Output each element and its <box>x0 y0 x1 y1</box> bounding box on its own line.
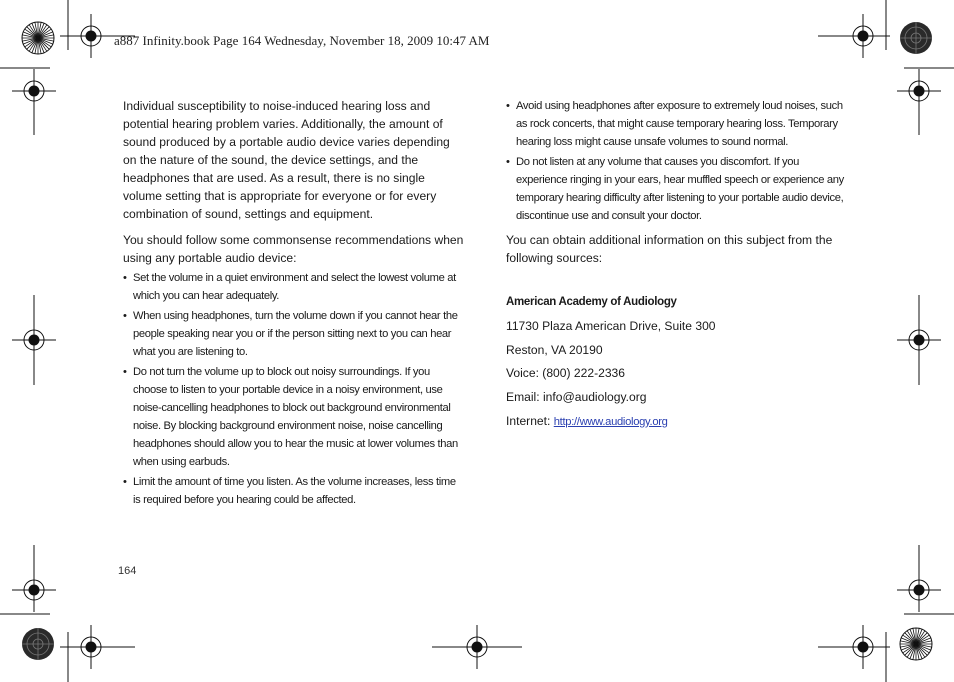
list-item: • Set the volume in a quiet environment and select the lowest volume at which you can hear adequately. <box>123 269 465 305</box>
corner-starburst-top-left <box>22 22 54 54</box>
city-line: Reston, VA 20190 <box>506 342 603 357</box>
intro-paragraph: Individual susceptibility to noise-induced hearing loss and potential hearing problem varies. Additionally, the amount of sound produced by a portable audio device varies depending on the nature of the sound, the device settings, and the headphones that are used. As a result, there is no single volume setting that is appropriate for everyone or for every combination of sound, settings and equipment. <box>123 99 450 221</box>
reg-mark-lower-left <box>12 568 56 612</box>
page-number: 164 <box>118 565 137 577</box>
address-line: 11730 Plaza American Drive, Suite 300 <box>506 319 716 333</box>
corner-disc-top-right <box>900 22 932 54</box>
bullet-icon: • <box>506 100 510 112</box>
reg-mark-upper-left <box>12 69 56 113</box>
list-item: • Limit the amount of time you listen. As the volume increases, less time is required before you hearing could be affected. <box>123 473 465 509</box>
reg-mark-middle-left <box>12 318 56 362</box>
bullet-icon: • <box>506 156 510 168</box>
list-item: • When using headphones, turn the volume down if you cannot hear the people speaking near you or if the person sitting next to you can hear what you are listening to. <box>123 307 465 361</box>
corner-starburst-bottom-right <box>900 628 932 660</box>
bullet-icon: • <box>123 310 127 322</box>
print-header: a887 Infinity.book Page 164 Wednesday, November 18, 2009 10:47 AM <box>114 33 490 48</box>
contact-block <box>506 293 852 431</box>
left-column <box>123 97 465 511</box>
audiology-website-link[interactable]: http://www.audiology.org <box>553 415 668 428</box>
internet-label: Internet: <box>506 413 554 428</box>
reg-mark-lower-right <box>897 568 941 612</box>
voice-line: Voice: (800) 222-2336 <box>506 366 626 381</box>
reg-mark-middle-right <box>897 318 941 362</box>
right-column <box>506 97 852 436</box>
reg-mark-bottom-left <box>69 625 113 669</box>
recommendations-list <box>123 269 465 509</box>
reg-mark-bottom-right <box>841 625 885 669</box>
bullet-icon: • <box>123 476 127 488</box>
internet-line <box>506 412 852 431</box>
reg-mark-bottom-center <box>455 625 499 669</box>
email-line: Email: info@audiology.org <box>506 390 647 405</box>
list-item: • Do not listen at any volume that causes you discomfort. If you experience ringing in your ears, hear muffled speech or experience any temporary hearing difficulty after listening to your portable audio device, discontinue use and consult your doctor. <box>506 153 852 225</box>
organization-name: American Academy of Audiology <box>506 296 677 308</box>
bullet-icon: • <box>123 366 127 378</box>
sources-paragraph: You can obtain additional information on this subject from the following sources: <box>506 233 833 265</box>
reg-mark-upper-right <box>897 69 941 113</box>
list-item: • Do not turn the volume up to block out noisy surroundings. If you choose to listen to your portable device in a noisy environment, use noise-cancelling headphones to block out background environmental noise. By blocking background environment noise, noise cancelling headphones should allow you to hear the music at lower volumes than when using earbuds. <box>123 363 465 471</box>
reg-mark-top-left <box>69 14 113 58</box>
corner-disc-bottom-left <box>22 628 54 660</box>
reg-mark-top-right <box>841 14 885 58</box>
list-item: • Avoid using headphones after exposure to extremely loud noises, such as rock concerts, that might cause temporary hearing loss. Temporary hearing loss might cause unsafe volumes to sound normal. <box>506 97 852 151</box>
recommendations-intro: You should follow some commonsense recommendations when using any portable audio device: <box>123 233 464 265</box>
recommendations-list-continued <box>506 97 852 225</box>
bullet-icon: • <box>123 272 127 284</box>
